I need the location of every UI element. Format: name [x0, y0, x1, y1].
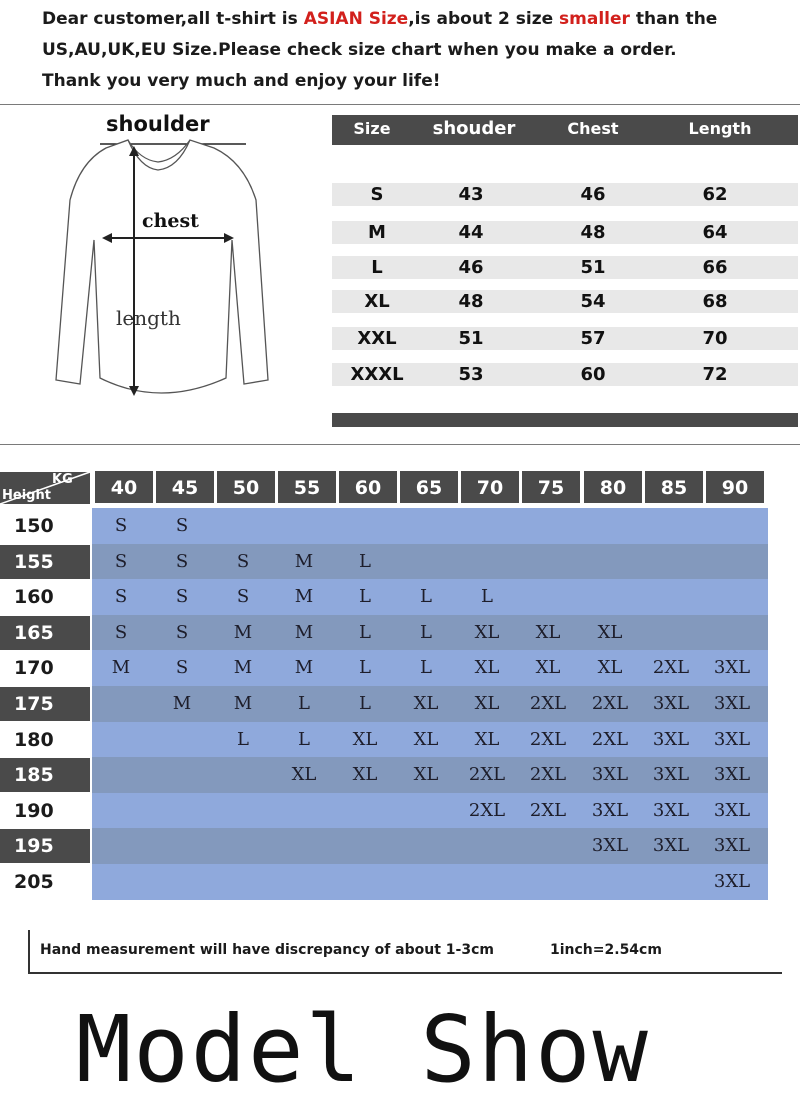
size-cell: XXXL: [350, 364, 404, 385]
size-cell: L: [420, 657, 432, 679]
size-cell: L: [359, 621, 371, 643]
size-cell: S: [236, 550, 250, 572]
weight-header-75: 75: [522, 471, 580, 503]
size-cell: 2XL: [591, 693, 629, 714]
measurement-row: [332, 221, 798, 244]
measurement-table: [332, 115, 798, 430]
size-cell: L: [420, 621, 432, 643]
size-cell: XL: [597, 621, 623, 643]
size-cell: M: [233, 693, 253, 714]
chest-cell: 54: [580, 291, 606, 312]
size-cell: 2XL: [652, 657, 690, 679]
notice-line-1: [42, 4, 798, 35]
size-cell: L: [359, 550, 371, 572]
size-cell: XL: [352, 764, 378, 786]
measurement-footer-bar: [332, 413, 798, 427]
size-cell: M: [368, 222, 386, 243]
size-cell: XL: [413, 728, 439, 750]
shoulder-cell: 46: [458, 257, 484, 278]
shoulder-cell: 43: [458, 184, 484, 205]
length-cell: 66: [702, 257, 728, 278]
notice-line-2: US,AU,UK,EU Size.Please check size chart when you make a order.: [42, 40, 677, 60]
notice-text: Dear customer,all t-shirt is: [42, 9, 304, 29]
height-label-160: 160: [14, 586, 54, 609]
weight-header-80: 80: [584, 471, 642, 503]
size-cell: S: [370, 184, 384, 205]
size-cell: 2XL: [468, 764, 506, 786]
chest-cell: 51: [580, 257, 606, 278]
notice-line-3: Thank you very much and enjoy your life!: [42, 71, 441, 91]
size-cell: 3XL: [713, 835, 751, 857]
size-cell: 3XL: [713, 764, 751, 786]
length-cell: 68: [702, 291, 728, 312]
size-cell: S: [175, 515, 189, 536]
size-cell: 3XL: [713, 693, 751, 714]
size-notice: [42, 4, 798, 97]
notice-text: than the: [629, 9, 718, 29]
measurement-note: [28, 930, 782, 974]
size-cell: 3XL: [591, 764, 629, 786]
size-cell: 3XL: [652, 764, 690, 786]
size-cell: XL: [291, 764, 317, 786]
smaller-highlight: smaller: [559, 9, 630, 29]
length-cell: 70: [702, 328, 728, 349]
height-label: Height: [2, 488, 51, 503]
height-label-155: 155: [0, 545, 90, 579]
length-cell: 72: [702, 364, 728, 385]
measurement-row: [332, 327, 798, 350]
shoulder-label: shoulder: [106, 112, 210, 136]
asian-size-highlight: ASIAN Size: [303, 9, 409, 29]
height-weight-chart: [0, 468, 800, 898]
measurement-row: [332, 363, 798, 386]
length-cell: 64: [702, 222, 728, 243]
weight-header-70: 70: [461, 471, 519, 503]
size-cell: 3XL: [591, 799, 629, 821]
weight-header-60: 60: [339, 471, 397, 503]
size-cell: 2XL: [529, 799, 567, 821]
size-cell: 2XL: [468, 799, 506, 821]
size-cell: S: [175, 621, 189, 643]
size-cell: L: [371, 257, 383, 278]
size-cell: S: [236, 586, 250, 608]
shoulder-cell: 48: [458, 291, 484, 312]
shoulder-cell: 51: [458, 328, 484, 349]
size-cell: S: [175, 657, 189, 679]
size-cell: M: [233, 657, 253, 679]
size-cell: S: [114, 550, 128, 572]
measurement-header: [332, 115, 798, 145]
weight-header-50: 50: [217, 471, 275, 503]
note-border-left: [28, 930, 30, 974]
size-cell: L: [237, 728, 249, 750]
size-cell: 2XL: [591, 728, 629, 750]
size-cell: 3XL: [652, 693, 690, 714]
size-cell: L: [420, 586, 432, 608]
size-cell: L: [298, 728, 310, 750]
size-cell: S: [175, 586, 189, 608]
header-size: Size: [353, 119, 391, 138]
size-cell: XL: [474, 657, 500, 679]
size-cell: 3XL: [591, 835, 629, 857]
header-shoulder: shouder: [432, 118, 516, 139]
chest-cell: 57: [580, 328, 606, 349]
size-cell: XL: [474, 693, 500, 714]
size-cell: S: [114, 515, 128, 536]
size-cell: 3XL: [713, 657, 751, 679]
chest-label: chest: [142, 210, 199, 232]
size-cell: 2XL: [529, 764, 567, 786]
weight-header-85: 85: [645, 471, 703, 503]
divider-top: [0, 104, 800, 105]
length-label: length: [116, 306, 181, 330]
measurement-row: [332, 290, 798, 313]
size-cell: M: [172, 693, 192, 714]
size-cell: M: [233, 621, 253, 643]
height-label-170: 170: [14, 657, 54, 680]
size-cell: XL: [535, 657, 561, 679]
header-chest: Chest: [567, 119, 619, 138]
size-cell: XL: [535, 621, 561, 643]
height-label-150: 150: [14, 515, 54, 537]
size-cell: S: [114, 586, 128, 608]
model-show-heading: Model Show: [76, 996, 650, 1103]
shoulder-cell: 44: [458, 222, 484, 243]
size-cell: 2XL: [529, 728, 567, 750]
chest-cell: 48: [580, 222, 606, 243]
size-cell: M: [294, 550, 314, 572]
size-cell: XL: [413, 764, 439, 786]
kg-label: KG: [52, 472, 73, 487]
size-cell: S: [175, 550, 189, 572]
divider-middle: [0, 444, 800, 445]
measurement-row: [332, 256, 798, 279]
height-label-205: 205: [14, 871, 54, 893]
size-cell: M: [294, 586, 314, 608]
size-cell: XL: [474, 728, 500, 750]
weight-header-90: 90: [706, 471, 764, 503]
weight-header-65: 65: [400, 471, 458, 503]
note-border-bottom: [28, 972, 782, 974]
size-cell: XXL: [357, 328, 397, 349]
chest-cell: 46: [580, 184, 606, 205]
size-cell: XL: [364, 291, 390, 312]
size-cell: 3XL: [713, 728, 751, 750]
weight-header-40: 40: [95, 471, 153, 503]
length-cell: 62: [702, 184, 728, 205]
tshirt-outline-icon: [30, 110, 290, 420]
size-cell: 3XL: [652, 835, 690, 857]
size-cell: XL: [474, 621, 500, 643]
notice-text: ,is about 2 size: [408, 9, 560, 29]
height-label-190: 190: [14, 799, 54, 822]
chart-corner: [0, 468, 92, 506]
size-cell: S: [114, 621, 128, 643]
size-cell: 2XL: [529, 693, 567, 714]
measurement-row: [332, 183, 798, 206]
height-label-185: 185: [0, 758, 90, 792]
size-cell: 3XL: [652, 799, 690, 821]
size-cell: XL: [597, 657, 623, 679]
size-cell: M: [294, 621, 314, 643]
height-label-180: 180: [14, 728, 54, 751]
discrepancy-note: Hand measurement will have discrepancy of about 1-3cm: [40, 942, 494, 958]
height-label-165: 165: [0, 616, 90, 650]
size-cell: L: [298, 693, 310, 714]
size-cell: 3XL: [713, 871, 751, 892]
chest-cell: 60: [580, 364, 606, 385]
shoulder-cell: 53: [458, 364, 484, 385]
weight-header-45: 45: [156, 471, 214, 503]
weight-header-55: 55: [278, 471, 336, 503]
size-cell: 3XL: [713, 799, 751, 821]
size-cell: L: [359, 693, 371, 714]
size-cell: M: [111, 657, 131, 679]
size-cell: XL: [352, 728, 378, 750]
height-row-band: [92, 864, 768, 900]
size-cell: L: [359, 657, 371, 679]
inch-conversion-note: 1inch=2.54cm: [550, 942, 662, 958]
size-cell: 3XL: [652, 728, 690, 750]
height-label-175: 175: [0, 687, 90, 721]
header-length: Length: [688, 119, 752, 138]
tshirt-diagram: [30, 110, 290, 420]
height-label-195: 195: [0, 829, 90, 863]
size-cell: L: [359, 586, 371, 608]
size-cell: M: [294, 657, 314, 679]
size-cell: XL: [413, 693, 439, 714]
size-cell: L: [481, 586, 493, 608]
